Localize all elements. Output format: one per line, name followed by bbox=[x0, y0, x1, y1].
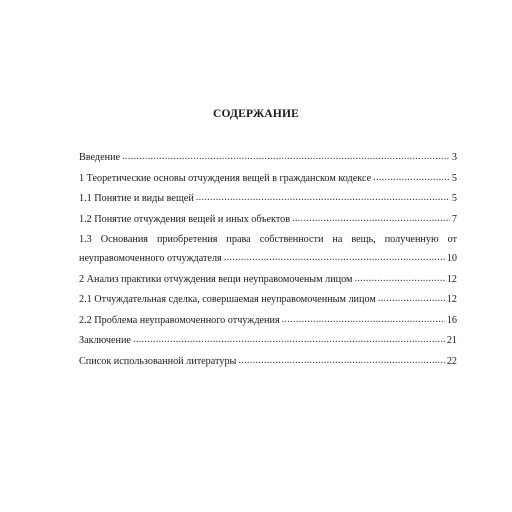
toc-entry-section-2-2[interactable] bbox=[79, 314, 457, 327]
toc-entry-page: 10 bbox=[446, 253, 457, 264]
toc-entry-label: Заключение bbox=[79, 335, 131, 346]
toc-entry-label: 1.3 Основания приобретения права собственности на вещь, полученную от bbox=[79, 234, 457, 245]
table-of-contents bbox=[79, 151, 457, 375]
toc-entry-label: 2.2 Проблема неуправомоченного отчуждения bbox=[79, 314, 280, 326]
toc-entry-label: 2.1 Отчуждательная сделка, совершаемая неуправомоченным лицом bbox=[79, 294, 376, 305]
toc-entry-page: 12 bbox=[446, 273, 457, 285]
toc-entry-page: 5 bbox=[451, 193, 457, 204]
toc-entry-chapter-1[interactable] bbox=[79, 172, 457, 185]
dot-leader bbox=[354, 272, 444, 285]
toc-entry-page: 3 bbox=[451, 152, 457, 163]
toc-entry-label: 1 Теоретические основы отчуждения вещей в гражданском кодексе bbox=[79, 172, 372, 184]
toc-entry-introduction[interactable] bbox=[79, 151, 457, 164]
toc-entry-page: 12 bbox=[446, 294, 457, 305]
dot-leader bbox=[238, 354, 444, 367]
toc-entry-page: 7 bbox=[451, 213, 457, 225]
toc-entry-section-2-1[interactable] bbox=[79, 293, 457, 306]
toc-entry-page: 22 bbox=[446, 355, 457, 367]
dot-leader bbox=[282, 313, 445, 326]
dot-leader bbox=[378, 292, 445, 305]
toc-entry-page: 5 bbox=[451, 172, 457, 184]
toc-entry-label: Список использованной литературы bbox=[79, 355, 237, 367]
toc-entry-label: 1.1 Понятие и виды вещей bbox=[79, 193, 194, 204]
toc-entry-label: 2 Анализ практики отчуждения вещи неуправомоченым лицом bbox=[79, 273, 353, 285]
toc-entry-label: 1.2 Понятие отчуждения вещей и иных объектов bbox=[79, 213, 291, 225]
toc-entry-label: неуправомоченного отчуждателя bbox=[79, 253, 222, 264]
toc-entry-chapter-2[interactable] bbox=[79, 273, 457, 286]
dot-leader bbox=[196, 191, 450, 204]
dot-leader bbox=[224, 251, 445, 264]
page-title: СОДЕРЖАНИЕ bbox=[212, 108, 300, 120]
toc-entry-page: 16 bbox=[446, 314, 457, 326]
toc-entry-label: Введение bbox=[79, 152, 121, 163]
dot-leader bbox=[373, 171, 450, 184]
toc-entry-section-1-3-line1[interactable] bbox=[79, 233, 457, 246]
dot-leader bbox=[122, 150, 450, 163]
toc-entry-references[interactable] bbox=[79, 355, 457, 368]
toc-entry-section-1-3-line2[interactable] bbox=[79, 252, 457, 265]
toc-entry-page: 21 bbox=[446, 335, 457, 346]
toc-entry-section-1-1[interactable] bbox=[79, 192, 457, 205]
toc-entry-section-1-2[interactable] bbox=[79, 213, 457, 226]
dot-leader bbox=[133, 333, 445, 346]
dot-leader bbox=[292, 212, 450, 225]
toc-entry-conclusion[interactable] bbox=[79, 334, 457, 347]
